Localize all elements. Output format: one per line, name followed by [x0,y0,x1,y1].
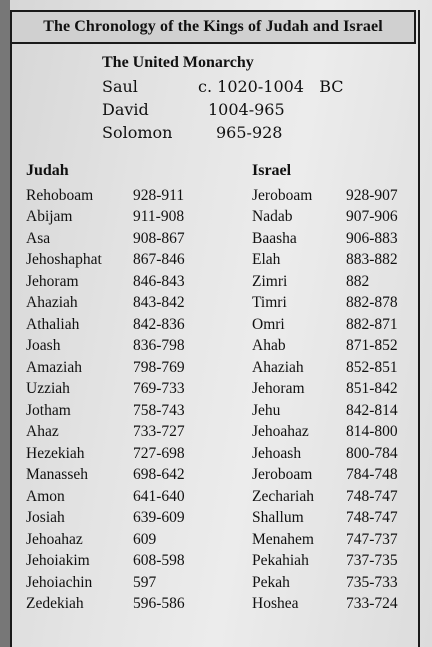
reign-dates: 814-800 [346,423,398,441]
king-row [252,271,432,293]
reign-dates: 597 [133,573,157,591]
reign-dates: 928-911 [133,186,185,204]
king-row [252,400,432,422]
king-row [26,379,216,401]
reign-dates: 882-878 [346,294,398,312]
king-name: Baasha [252,229,297,247]
king-row [26,551,216,573]
king-name: Jehoram [252,380,305,398]
reign-dates: 800-784 [346,444,398,462]
reign-dates: 609 [133,530,157,548]
reign-dates: 698-642 [133,466,185,484]
reign-dates: 608-598 [133,552,185,570]
king-name: Jeroboam [252,186,313,204]
king-row [26,207,216,229]
king-row [252,594,432,616]
king-name: Jotham [26,401,71,419]
king-name: Saul [102,77,138,96]
king-row [252,551,432,573]
king-row [26,185,216,207]
king-row [252,357,432,379]
king-name: Amon [26,487,65,505]
king-row [252,529,432,551]
united-monarchy-heading: The United Monarchy [102,54,254,71]
king-row [252,422,432,444]
king-row [26,336,216,358]
reign-dates: 733-724 [346,595,398,613]
king-name: Timri [252,294,287,312]
monarchy-row [102,98,402,121]
reign-dates: 748-747 [346,509,398,527]
reign-dates: 842-836 [133,315,185,333]
king-name: Amaziah [26,358,82,376]
king-name: Solomon [102,123,173,142]
judah-column [26,162,216,615]
reign-dates: 737-735 [346,552,398,570]
reign-dates: 748-747 [346,487,398,505]
king-row [26,357,216,379]
king-name: Josiah [26,509,65,527]
king-name: Jehu [252,401,281,419]
king-name: Rehoboam [26,186,94,204]
king-row [252,379,432,401]
king-name: Shallum [252,509,304,527]
king-row [26,508,216,530]
reign-dates: 747-737 [346,530,398,548]
king-name: Hoshea [252,595,299,613]
king-row [26,400,216,422]
king-name: Pekahiah [252,552,309,570]
reign-dates: 907-906 [346,208,398,226]
king-name: Jehoiachin [26,573,93,591]
reign-dates: 906-883 [346,229,398,247]
king-row [26,250,216,272]
reign-dates: 727-698 [133,444,185,462]
reign-dates: 641-640 [133,487,185,505]
king-row [26,293,216,315]
king-row [252,228,432,250]
king-name: Ahaziah [26,294,78,312]
king-name: Jeroboam [252,466,313,484]
king-row [26,422,216,444]
king-name: Jehoash [252,444,302,462]
reign-dates: 596-586 [133,595,185,613]
united-monarchy-section [102,54,402,144]
king-row [26,465,216,487]
king-name: Uzziah [26,380,70,398]
king-row [26,228,216,250]
monarchy-row [102,75,402,98]
king-name: Abijam [26,208,73,226]
king-name: Zimri [252,272,288,290]
reign-dates: 911-908 [133,208,185,226]
king-row [26,314,216,336]
monarchy-row [102,121,402,144]
document-title: The Chronology of the Kings of Judah and Israel [43,18,383,35]
king-name: Zedekiah [26,595,84,613]
judah-heading: Judah [26,162,69,179]
king-row [252,207,432,229]
title-box [10,10,416,44]
king-name: David [102,100,149,119]
reign-dates: 883-882 [346,251,398,269]
reign-dates: 1004-965 [208,100,285,119]
king-row [252,465,432,487]
reign-dates: 851-842 [346,380,398,398]
reign-dates: 867-846 [133,251,185,269]
king-name: Omri [252,315,285,333]
king-row [26,594,216,616]
king-row [252,314,432,336]
reign-dates: 836-798 [133,337,185,355]
reign-dates: 882-871 [346,315,398,333]
reign-dates: 908-867 [133,229,185,247]
reign-dates: 639-609 [133,509,185,527]
page-edge [0,0,10,647]
reign-dates: 928-907 [346,186,398,204]
king-row [26,443,216,465]
israel-list [252,185,432,615]
king-name: Jehoahaz [26,530,83,548]
king-row [26,271,216,293]
king-name: Ahab [252,337,286,355]
king-row [26,572,216,594]
reign-dates: 965-928 [216,123,283,142]
king-row [252,443,432,465]
king-row [252,508,432,530]
king-name: Elah [252,251,281,269]
reign-dates: 769-733 [133,380,185,398]
king-name: Zechariah [252,487,314,505]
king-row [26,529,216,551]
king-name: Menahem [252,530,314,548]
reign-dates: 882 [346,272,370,290]
king-name: Ahaziah [252,358,304,376]
king-name: Ahaz [26,423,59,441]
king-name: Joash [26,337,61,355]
king-name: Athaliah [26,315,80,333]
reign-dates: 852-851 [346,358,398,376]
reign-dates: 846-843 [133,272,185,290]
king-name: Jehoshaphat [26,251,102,269]
king-name: Asa [26,229,51,247]
king-row [252,486,432,508]
reign-dates: 843-842 [133,294,185,312]
reign-dates: 758-743 [133,401,185,419]
israel-column [252,162,432,615]
king-name: Pekah [252,573,290,591]
reign-dates: 842-814 [346,401,398,419]
king-name: Jehoram [26,272,79,290]
reign-dates: 735-733 [346,573,398,591]
king-name: Jehoiakim [26,552,90,570]
king-name: Jehoahaz [252,423,309,441]
king-row [26,486,216,508]
king-name: Nadab [252,208,293,226]
king-row [252,185,432,207]
reign-dates: 784-748 [346,466,398,484]
king-row [252,293,432,315]
israel-heading: Israel [252,162,292,179]
king-row [252,250,432,272]
king-row [252,336,432,358]
king-row [252,572,432,594]
reign-dates: 733-727 [133,423,185,441]
reign-dates: c. 1020-1004 BC [198,77,344,96]
reign-dates: 871-852 [346,337,398,355]
king-name: Manasseh [26,466,88,484]
reign-dates: 798-769 [133,358,185,376]
king-name: Hezekiah [26,444,85,462]
judah-list [26,185,216,615]
